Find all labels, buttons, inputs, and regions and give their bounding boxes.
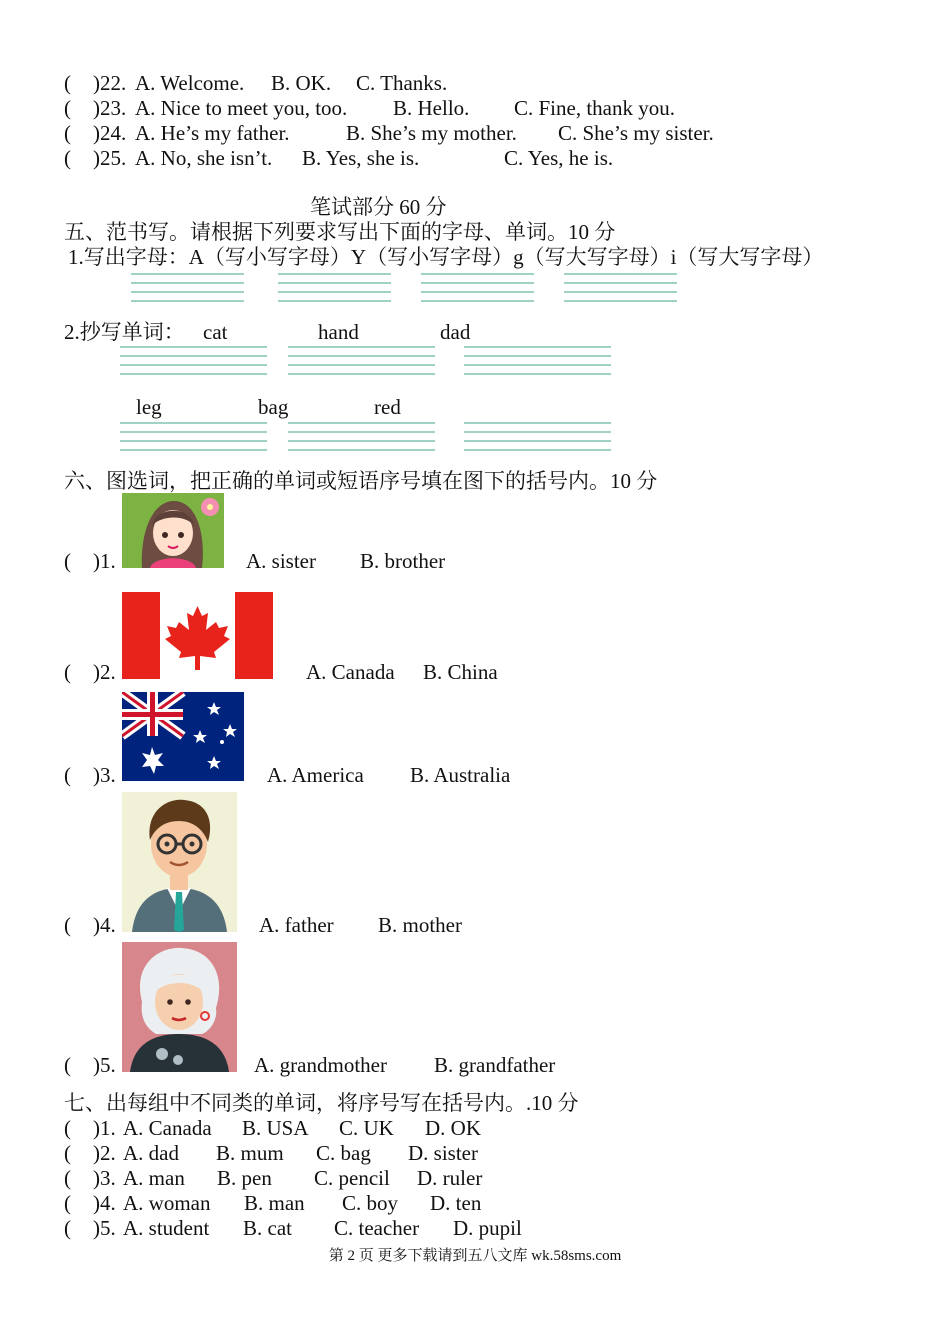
option-b: B. grandfather — [434, 1053, 556, 1077]
option-a: A. student — [123, 1216, 210, 1240]
option-b: B. Australia — [410, 763, 511, 787]
option-d: D. OK — [425, 1116, 481, 1140]
section-5-title: 五、范书写。请根据下列要求写出下面的字母、单词。10 分 — [64, 220, 616, 244]
page-footer: 第 2 页 更多下载请到五八文库 wk.58sms.com — [328, 1248, 622, 1264]
writing-lines[interactable] — [564, 273, 677, 309]
writing-lines[interactable] — [120, 422, 267, 458]
option-b: B. man — [244, 1191, 305, 1215]
option-a: A. No, she isn’t. — [135, 146, 273, 170]
question-number: )2. — [93, 1141, 116, 1165]
option-c: C. Thanks. — [356, 71, 448, 95]
answer-paren[interactable]: ( — [64, 549, 71, 573]
option-b: B. USA — [242, 1116, 309, 1140]
option-a: A. grandmother — [254, 1053, 387, 1077]
question-number: )22. — [93, 71, 127, 95]
option-b: B. She’s my mother. — [346, 121, 517, 145]
option-a: A. man — [123, 1166, 185, 1190]
writing-lines[interactable] — [464, 346, 611, 382]
option-a: A. father — [259, 913, 334, 937]
question-number: )4. — [93, 913, 116, 937]
option-a: A. He’s my father. — [135, 121, 290, 145]
answer-paren[interactable]: ( — [64, 1053, 71, 1077]
answer-paren[interactable]: ( — [64, 146, 71, 170]
writing-lines[interactable] — [120, 346, 267, 382]
answer-paren[interactable]: ( — [64, 1166, 71, 1190]
option-c: C. She’s my sister. — [558, 121, 714, 145]
option-d: D. pupil — [453, 1216, 522, 1240]
option-a: A. Canada — [123, 1116, 212, 1140]
copy-word: cat — [203, 320, 228, 344]
answer-paren[interactable]: ( — [64, 1116, 71, 1140]
option-b: B. China — [423, 660, 498, 684]
section-5-q1-instruction: 1.写出字母：A（写小写字母）Y（写小写字母）g（写大写字母）i（写大写字母） — [68, 245, 824, 269]
option-c: C. UK — [339, 1116, 394, 1140]
option-b: B. brother — [360, 549, 446, 573]
girl-portrait-image — [122, 493, 224, 568]
option-a: A. America — [267, 763, 364, 787]
question-number: )5. — [93, 1053, 116, 1077]
copy-word: red — [374, 395, 401, 419]
question-number: )23. — [93, 96, 127, 120]
option-b: B. OK. — [271, 71, 332, 95]
option-c: C. Fine, thank you. — [514, 96, 675, 120]
option-a: A. Canada — [306, 660, 395, 684]
question-number: )24. — [93, 121, 127, 145]
canada-flag-image — [122, 592, 273, 679]
option-d: D. sister — [408, 1141, 478, 1165]
copy-word: dad — [440, 320, 471, 344]
option-a: A. Welcome. — [135, 71, 245, 95]
written-part-header: 笔试部分 60 分 — [310, 195, 447, 219]
option-c: C. pencil — [314, 1166, 390, 1190]
answer-paren[interactable]: ( — [64, 71, 71, 95]
option-c: C. bag — [316, 1141, 371, 1165]
option-b: B. Yes, she is. — [302, 146, 420, 170]
option-b: B. Hello. — [393, 96, 470, 120]
answer-paren[interactable]: ( — [64, 121, 71, 145]
answer-paren[interactable]: ( — [64, 1191, 71, 1215]
australia-flag-image — [122, 692, 244, 781]
answer-paren[interactable]: ( — [64, 1216, 71, 1240]
answer-paren[interactable]: ( — [64, 913, 71, 937]
question-number: )4. — [93, 1191, 116, 1215]
option-c: C. teacher — [334, 1216, 420, 1240]
question-number: )1. — [93, 549, 116, 573]
writing-lines[interactable] — [464, 422, 611, 458]
writing-lines[interactable] — [278, 273, 391, 309]
writing-lines[interactable] — [288, 346, 435, 382]
copy-word: leg — [136, 395, 162, 419]
option-b: B. mum — [216, 1141, 284, 1165]
answer-paren[interactable]: ( — [64, 763, 71, 787]
writing-lines[interactable] — [288, 422, 435, 458]
option-d: D. ruler — [417, 1166, 483, 1190]
section-6-title: 六、图选词，把正确的单词或短语序号填在图下的括号内。10 分 — [64, 469, 658, 493]
writing-lines[interactable] — [131, 273, 244, 309]
copy-word: hand — [318, 320, 359, 344]
writing-lines[interactable] — [421, 273, 534, 309]
option-a: A. Nice to meet you, too. — [135, 96, 348, 120]
answer-paren[interactable]: ( — [64, 96, 71, 120]
option-a: A. sister — [246, 549, 316, 573]
option-b: B. mother — [378, 913, 462, 937]
option-c: C. Yes, he is. — [504, 146, 614, 170]
option-a: A. dad — [123, 1141, 179, 1165]
option-a: A. woman — [123, 1191, 211, 1215]
question-number: )3. — [93, 763, 116, 787]
option-c: C. boy — [342, 1191, 399, 1215]
option-b: B. cat — [243, 1216, 292, 1240]
father-portrait-image — [122, 792, 237, 932]
question-number: )25. — [93, 146, 127, 170]
section-5-q2-label: 2.抄写单词： — [64, 320, 185, 344]
answer-paren[interactable]: ( — [64, 1141, 71, 1165]
copy-word: bag — [258, 395, 289, 419]
question-number: )1. — [93, 1116, 116, 1140]
grandmother-portrait-image — [122, 942, 237, 1072]
section-7-title: 七、出每组中不同类的单词，将序号写在括号内。.10 分 — [64, 1091, 579, 1115]
question-number: )3. — [93, 1166, 116, 1190]
answer-paren[interactable]: ( — [64, 660, 71, 684]
option-d: D. ten — [430, 1191, 482, 1215]
option-b: B. pen — [217, 1166, 272, 1190]
question-number: )5. — [93, 1216, 116, 1240]
question-number: )2. — [93, 660, 116, 684]
